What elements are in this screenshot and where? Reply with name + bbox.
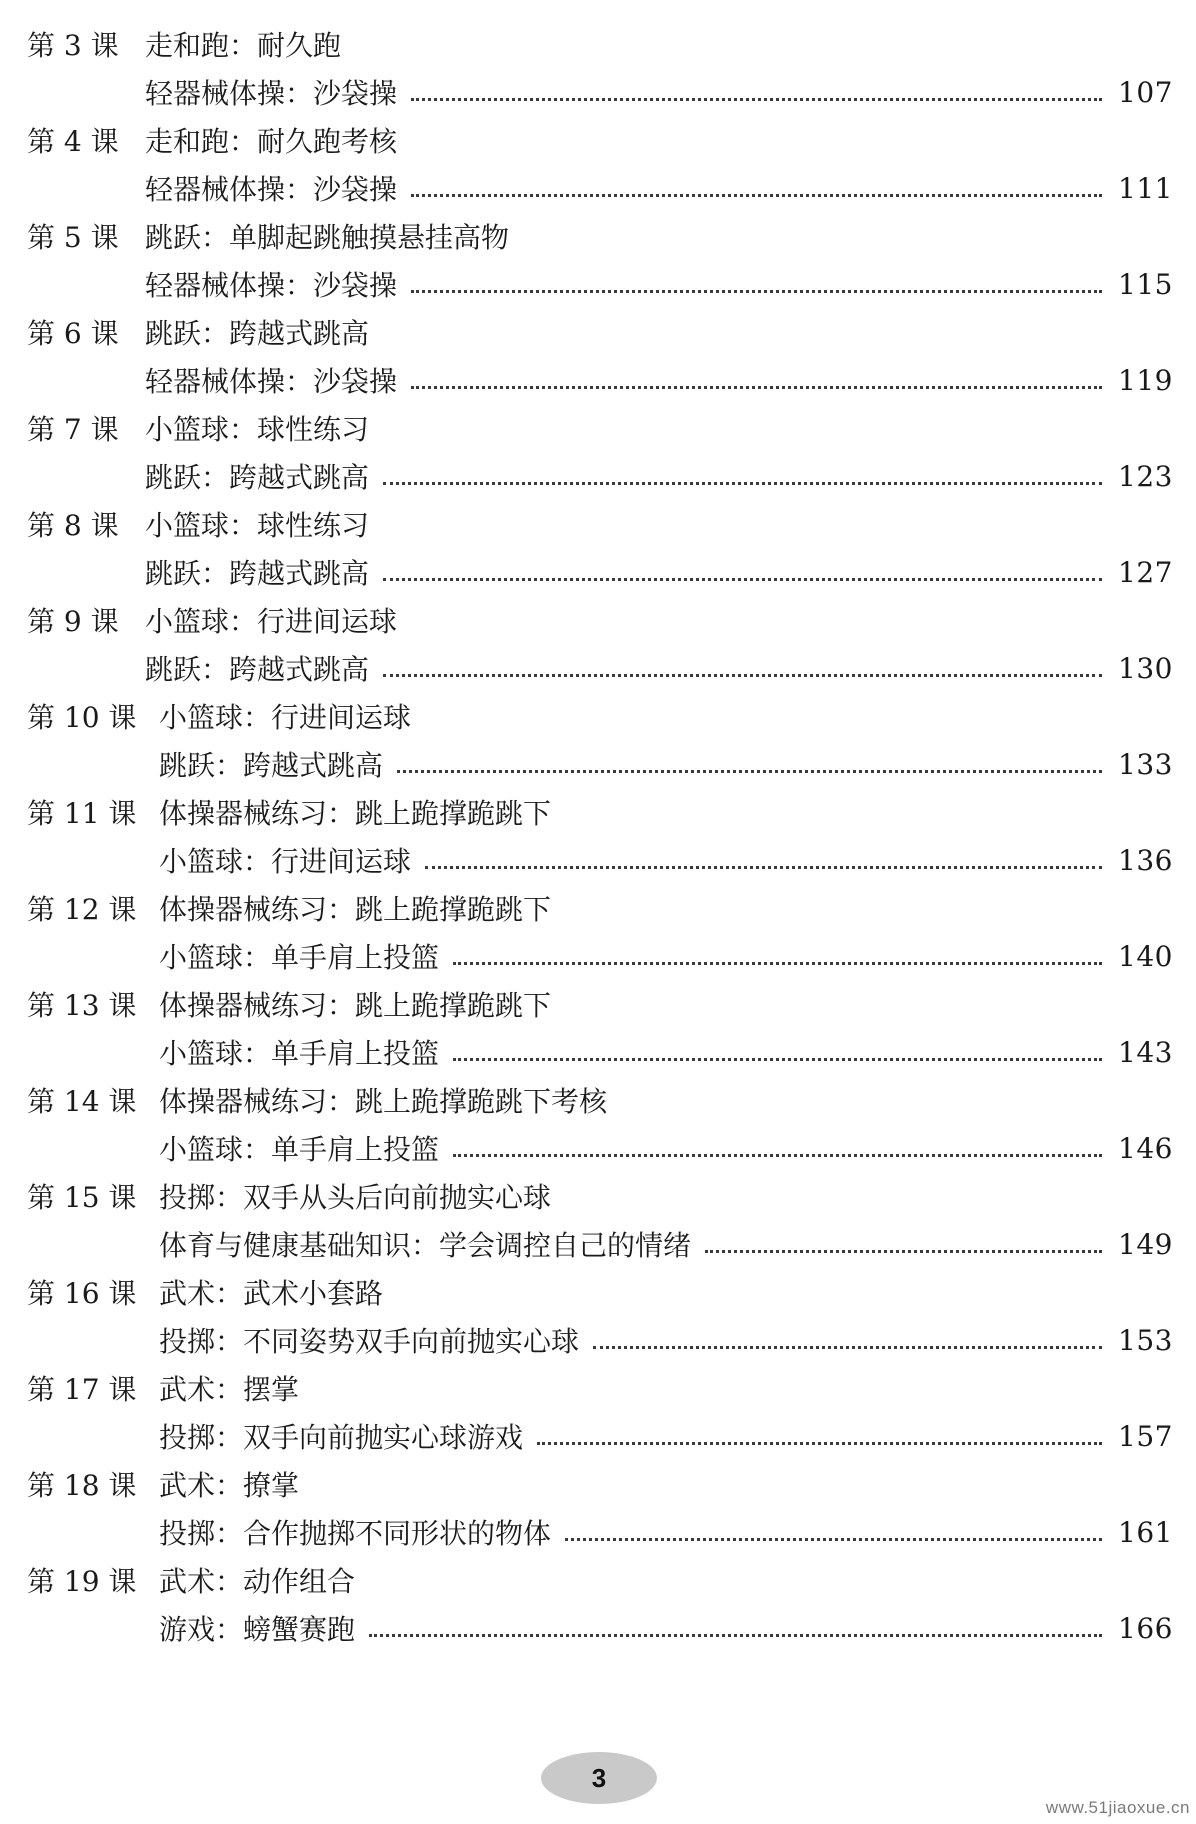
page-number: 149: [1118, 1227, 1173, 1261]
table-of-contents: [27, 20, 1173, 1652]
page-number: 166: [1118, 1611, 1173, 1645]
lesson-number: 第 16 课: [27, 1277, 137, 1310]
lesson-title-row: [27, 692, 1173, 740]
lesson-title-row: [27, 116, 1173, 164]
lesson-title: 小篮球：球性练习: [145, 413, 370, 446]
dot-leader: [565, 1536, 1102, 1541]
dot-leader: [593, 1344, 1102, 1349]
dot-leader: [411, 288, 1102, 293]
lesson-subtitle: 跳跃：跨越式跳高: [145, 653, 370, 686]
lesson-title: 武术：摆掌: [159, 1373, 300, 1406]
lesson-number: 第 9 课: [27, 605, 119, 638]
lesson-number: 第 13 课: [27, 989, 137, 1022]
lesson-sub-row[interactable]: [27, 548, 1173, 596]
lesson-title: 投掷：双手从头后向前抛实心球: [159, 1181, 552, 1214]
lesson-title-row: [27, 404, 1173, 452]
lesson-title-row: [27, 596, 1173, 644]
lesson-subtitle: 小篮球：单手肩上投篮: [159, 941, 440, 974]
lesson-entry: [27, 1268, 1173, 1364]
lesson-sub-row[interactable]: [27, 356, 1173, 404]
lesson-sub-row[interactable]: [27, 932, 1173, 980]
lesson-entry: [27, 212, 1173, 308]
lesson-number: 第 7 课: [27, 413, 119, 446]
lesson-subtitle: 小篮球：行进间运球: [159, 845, 412, 878]
lesson-sub-row[interactable]: [27, 452, 1173, 500]
dot-leader: [383, 480, 1102, 485]
lesson-number: 第 6 课: [27, 317, 119, 350]
lesson-sub-row[interactable]: [27, 1124, 1173, 1172]
lesson-title: 小篮球：行进间运球: [145, 605, 398, 638]
lesson-entry: [27, 788, 1173, 884]
lesson-subtitle: 投掷：双手向前抛实心球游戏: [159, 1421, 524, 1454]
page-number: 153: [1118, 1323, 1173, 1357]
lesson-sub-row[interactable]: [27, 164, 1173, 212]
lesson-subtitle: 小篮球：单手肩上投篮: [159, 1037, 440, 1070]
page-number: 119: [1118, 363, 1173, 397]
lesson-title-row: [27, 212, 1173, 260]
lesson-title: 体操器械练习：跳上跪撑跪跳下: [159, 989, 552, 1022]
dot-leader: [425, 864, 1102, 869]
lesson-subtitle: 轻器械体操：沙袋操: [145, 269, 398, 302]
watermark: www.51jiaoxue.cn: [1045, 1798, 1190, 1817]
lesson-title: 武术：武术小套路: [159, 1277, 384, 1310]
lesson-title-row: [27, 20, 1173, 68]
lesson-sub-row[interactable]: [27, 1316, 1173, 1364]
lesson-sub-row[interactable]: [27, 836, 1173, 884]
lesson-entry: [27, 1172, 1173, 1268]
page-number: 115: [1118, 267, 1173, 301]
page-number: 140: [1118, 939, 1173, 973]
page-number: 161: [1118, 1515, 1173, 1549]
lesson-subtitle: 轻器械体操：沙袋操: [145, 365, 398, 398]
lesson-subtitle: 跳跃：跨越式跳高: [145, 461, 370, 494]
lesson-title-row: [27, 1556, 1173, 1604]
page-number: 127: [1118, 555, 1173, 589]
lesson-title: 跳跃：跨越式跳高: [145, 317, 370, 350]
lesson-title: 武术：撩掌: [159, 1469, 300, 1502]
lesson-title-row: [27, 308, 1173, 356]
dot-leader: [411, 192, 1102, 197]
lesson-title: 体操器械练习：跳上跪撑跪跳下: [159, 893, 552, 926]
lesson-entry: [27, 404, 1173, 500]
lesson-subtitle: 投掷：不同姿势双手向前抛实心球: [159, 1325, 580, 1358]
lesson-number: 第 5 课: [27, 221, 119, 254]
page-number: 143: [1118, 1035, 1173, 1069]
lesson-number: 第 17 课: [27, 1373, 137, 1406]
lesson-number: 第 14 课: [27, 1085, 137, 1118]
lesson-subtitle: 轻器械体操：沙袋操: [145, 77, 398, 110]
lesson-number: 第 12 课: [27, 893, 137, 926]
lesson-number: 第 15 课: [27, 1181, 137, 1214]
dot-leader: [383, 576, 1102, 581]
lesson-sub-row[interactable]: [27, 644, 1173, 692]
dot-leader: [383, 672, 1102, 677]
lesson-title-row: [27, 980, 1173, 1028]
lesson-sub-row[interactable]: [27, 260, 1173, 308]
lesson-number: 第 10 课: [27, 701, 137, 734]
page-number: 146: [1118, 1131, 1173, 1165]
dot-leader: [397, 768, 1102, 773]
page-number: 157: [1118, 1419, 1173, 1453]
dot-leader: [453, 1152, 1102, 1157]
lesson-subtitle: 轻器械体操：沙袋操: [145, 173, 398, 206]
lesson-title-row: [27, 500, 1173, 548]
page-number: 136: [1118, 843, 1173, 877]
page-number: 133: [1118, 747, 1173, 781]
lesson-entry: [27, 308, 1173, 404]
dot-leader: [537, 1440, 1102, 1445]
lesson-entry: [27, 1460, 1173, 1556]
lesson-title: 小篮球：球性练习: [145, 509, 370, 542]
lesson-number: 第 4 课: [27, 125, 119, 158]
lesson-subtitle: 跳跃：跨越式跳高: [159, 749, 384, 782]
lesson-entry: [27, 500, 1173, 596]
dot-leader: [453, 960, 1102, 965]
lesson-number: 第 3 课: [27, 29, 119, 62]
lesson-entry: [27, 116, 1173, 212]
lesson-title-row: [27, 1460, 1173, 1508]
lesson-entry: [27, 1556, 1173, 1652]
lesson-title-row: [27, 1364, 1173, 1412]
lesson-sub-row[interactable]: [27, 1412, 1173, 1460]
lesson-title: 小篮球：行进间运球: [159, 701, 412, 734]
lesson-title: 体操器械练习：跳上跪撑跪跳下考核: [159, 1085, 608, 1118]
lesson-title: 走和跑：耐久跑考核: [145, 125, 398, 158]
page-number: 107: [1118, 75, 1173, 109]
dot-leader: [705, 1248, 1102, 1253]
lesson-entry: [27, 1364, 1173, 1460]
lesson-title: 武术：动作组合: [159, 1565, 356, 1598]
lesson-subtitle: 投掷：合作抛掷不同形状的物体: [159, 1517, 552, 1550]
lesson-title: 体操器械练习：跳上跪撑跪跳下: [159, 797, 552, 830]
lesson-subtitle: 体育与健康基础知识：学会调控自己的情绪: [159, 1229, 692, 1262]
dot-leader: [453, 1056, 1102, 1061]
lesson-sub-row[interactable]: [27, 1028, 1173, 1076]
lesson-title-row: [27, 788, 1173, 836]
page-number: 123: [1118, 459, 1173, 493]
lesson-sub-row[interactable]: [27, 1220, 1173, 1268]
lesson-number: 第 18 课: [27, 1469, 137, 1502]
lesson-title: 跳跃：单脚起跳触摸悬挂高物: [145, 221, 510, 254]
lesson-title-row: [27, 1268, 1173, 1316]
lesson-number: 第 19 课: [27, 1565, 137, 1598]
lesson-sub-row[interactable]: [27, 68, 1173, 116]
lesson-number: 第 8 课: [27, 509, 119, 542]
lesson-subtitle: 跳跃：跨越式跳高: [145, 557, 370, 590]
page-number: 130: [1118, 651, 1173, 685]
lesson-sub-row[interactable]: [27, 1604, 1173, 1652]
lesson-subtitle: 小篮球：单手肩上投篮: [159, 1133, 440, 1166]
lesson-subtitle: 游戏：螃蟹赛跑: [159, 1613, 356, 1646]
page-number-badge: [541, 1752, 657, 1804]
lesson-entry: [27, 20, 1173, 116]
footer-page-number: 3: [591, 1762, 607, 1793]
lesson-entry: [27, 596, 1173, 692]
dot-leader: [411, 384, 1102, 389]
lesson-sub-row[interactable]: [27, 1508, 1173, 1556]
lesson-entry: [27, 980, 1173, 1076]
dot-leader: [411, 96, 1102, 101]
lesson-entry: [27, 884, 1173, 980]
lesson-title: 走和跑：耐久跑: [145, 29, 342, 62]
lesson-entry: [27, 1076, 1173, 1172]
page-number: 111: [1118, 171, 1173, 205]
lesson-title-row: [27, 884, 1173, 932]
lesson-sub-row[interactable]: [27, 740, 1173, 788]
lesson-title-row: [27, 1076, 1173, 1124]
lesson-number: 第 11 课: [27, 797, 137, 830]
dot-leader: [369, 1632, 1102, 1637]
lesson-entry: [27, 692, 1173, 788]
lesson-title-row: [27, 1172, 1173, 1220]
